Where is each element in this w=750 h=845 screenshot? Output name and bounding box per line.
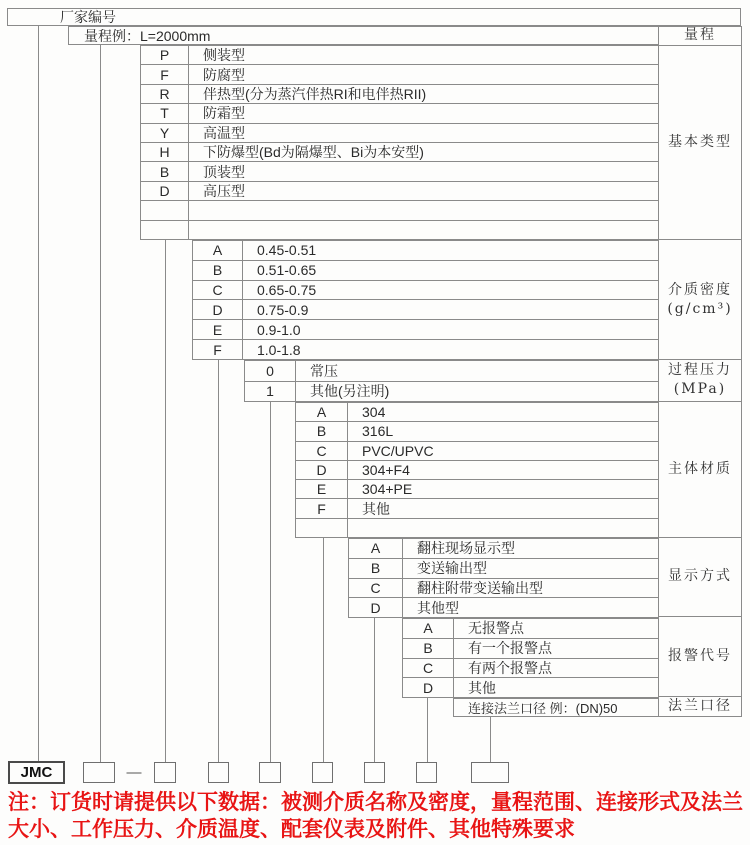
- code-cell: E: [296, 480, 348, 498]
- model-prefix-box: JMC: [8, 761, 65, 784]
- connector-line: [427, 698, 428, 763]
- flange-row: 连接法兰口径 例：(DN)50: [453, 698, 658, 717]
- category-label-material: [659, 402, 741, 538]
- description-cell: 0.45-0.51: [257, 242, 317, 259]
- code-row: [141, 182, 658, 201]
- code-table-material: [295, 402, 658, 538]
- code-row: [141, 104, 658, 123]
- description-cell: 304+F4: [362, 461, 410, 478]
- code-row: [245, 382, 658, 402]
- code-row: [193, 281, 658, 301]
- category-label-text: (g/cm³): [667, 300, 733, 317]
- description-cell: [189, 201, 658, 219]
- code-cell: P: [141, 46, 189, 64]
- code-cell: C: [193, 281, 243, 300]
- connector-line: [374, 618, 375, 763]
- code-row: [141, 143, 658, 162]
- code-row: [403, 678, 658, 697]
- code-row: [296, 480, 658, 499]
- category-label-range: [659, 27, 741, 46]
- code-entry-box: [259, 762, 281, 783]
- category-label-pressure: [659, 360, 741, 402]
- connector-line: [38, 26, 39, 763]
- category-label-column: [658, 26, 742, 717]
- order-note-line: 大小、工作压力、介质温度、配套仪表及附件、其他特殊要求: [8, 818, 575, 841]
- category-label-text: (MPa): [673, 381, 727, 398]
- code-row: [141, 85, 658, 104]
- code-row: [141, 124, 658, 143]
- description-cell: 0.75-0.9: [257, 301, 309, 318]
- description-cell: 防腐型: [203, 66, 245, 83]
- connector-line: [270, 402, 271, 763]
- code-row: [193, 340, 658, 359]
- category-label-text: 报警代号: [668, 648, 732, 665]
- range-example-box: [68, 26, 658, 45]
- description-cell: 0.51-0.65: [257, 262, 317, 279]
- code-cell: [296, 519, 348, 537]
- category-label-text: 主体材质: [668, 460, 732, 477]
- code-table-display: [348, 538, 658, 618]
- code-row: [296, 422, 658, 441]
- code-row: [193, 300, 658, 320]
- description-cell: 其他: [468, 679, 496, 696]
- code-cell: B: [296, 422, 348, 440]
- code-cell: A: [403, 619, 454, 638]
- code-row: [141, 46, 658, 65]
- description-cell: 有两个报警点: [468, 659, 552, 676]
- description-cell: 其他型: [417, 599, 459, 616]
- description-cell: 其他(另注明): [310, 383, 390, 400]
- factory-code-box: [7, 8, 741, 26]
- code-row: [193, 241, 658, 261]
- description-cell: 无报警点: [468, 620, 524, 637]
- code-cell: D: [193, 300, 243, 319]
- description-cell: 有一个报警点: [468, 640, 552, 657]
- code-table-pressure: [244, 360, 658, 402]
- factory-code-label: 厂家编号: [60, 9, 116, 25]
- code-cell: B: [193, 261, 243, 280]
- code-cell: F: [296, 499, 348, 517]
- code-row: [349, 598, 658, 617]
- description-cell: [189, 221, 658, 239]
- description-cell: 0.65-0.75: [257, 282, 317, 299]
- code-row: [296, 461, 658, 480]
- description-cell: 变送输出型: [417, 560, 487, 577]
- code-cell: F: [141, 65, 189, 83]
- code-row: [141, 201, 658, 220]
- code-cell: A: [349, 539, 403, 558]
- code-entry-box: [416, 762, 437, 783]
- code-cell: D: [349, 598, 403, 617]
- category-label-display: [659, 538, 741, 618]
- code-entry-box: [364, 762, 385, 783]
- description-cell: 304+PE: [362, 481, 413, 498]
- category-label-flange: [659, 697, 741, 716]
- code-cell: A: [296, 403, 348, 421]
- category-label-text: 量程: [684, 27, 716, 44]
- code-cell: 0: [245, 361, 296, 381]
- code-row: [141, 65, 658, 84]
- category-label-density: [659, 240, 741, 360]
- code-cell: F: [193, 340, 243, 359]
- code-cell: B: [403, 639, 454, 658]
- code-cell: Y: [141, 124, 189, 142]
- code-cell: B: [349, 559, 403, 578]
- connector-line: [490, 717, 491, 763]
- code-row: [296, 519, 658, 537]
- code-entry-box: [154, 762, 176, 783]
- description-cell: 316L: [362, 423, 394, 440]
- connector-line: [218, 360, 219, 763]
- code-cell: A: [193, 241, 243, 260]
- code-row: [296, 403, 658, 422]
- description-cell: 高温型: [203, 124, 245, 141]
- code-cell: C: [296, 442, 348, 460]
- code-row: [193, 320, 658, 340]
- code-cell: T: [141, 104, 189, 122]
- category-label-text: 基本类型: [668, 134, 732, 151]
- code-table-basic_type: [140, 45, 658, 240]
- code-row: [349, 559, 658, 579]
- code-row: [245, 361, 658, 382]
- code-cell: [141, 221, 189, 239]
- order-note: [8, 789, 746, 843]
- description-cell: 伴热型(分为蒸汽伴热RI和电伴热RII): [203, 86, 427, 103]
- description-cell: 0.9-1.0: [257, 321, 301, 338]
- code-entry-box: [83, 762, 115, 783]
- description-cell: 高压型: [203, 183, 245, 200]
- code-entry-box: [312, 762, 333, 783]
- description-cell: [348, 519, 658, 537]
- code-cell: R: [141, 85, 189, 103]
- category-label-text: 法兰口径: [668, 698, 732, 715]
- connector-line: [100, 45, 101, 763]
- connector-line: [323, 538, 324, 763]
- code-cell: E: [193, 320, 243, 339]
- dash-separator: —: [126, 764, 142, 781]
- code-cell: [141, 201, 189, 219]
- category-label-text: 显示方式: [668, 568, 732, 585]
- code-row: [403, 639, 658, 659]
- category-label-text: 过程压力: [668, 362, 732, 379]
- code-cell: D: [296, 461, 348, 479]
- code-cell: C: [349, 579, 403, 598]
- code-cell: D: [403, 678, 454, 697]
- code-table-alarm: [402, 618, 658, 698]
- connector-line: [165, 240, 166, 763]
- code-row: [403, 619, 658, 639]
- code-cell: C: [403, 659, 454, 678]
- code-row: [349, 579, 658, 599]
- description-cell: 侧装型: [203, 47, 245, 64]
- description-cell: 常压: [310, 362, 338, 379]
- code-row: [296, 442, 658, 461]
- code-table-density: [192, 240, 658, 360]
- description-cell: PVC/UPVC: [362, 442, 434, 459]
- range-example-label: 量程例：L=2000mm: [84, 27, 211, 44]
- description-cell: 304: [362, 404, 386, 421]
- category-label-alarm: [659, 617, 741, 697]
- code-row: [349, 539, 658, 559]
- description-cell: 下防爆型(Bd为隔爆型、Bi为本安型): [203, 144, 424, 161]
- code-entry-box: [208, 762, 229, 783]
- code-cell: 1: [245, 382, 296, 402]
- code-row: [193, 261, 658, 281]
- code-entry-box: [471, 762, 509, 783]
- description-cell: 翻柱现场显示型: [417, 540, 515, 557]
- code-cell: H: [141, 143, 189, 161]
- category-label-basic_type: [659, 46, 741, 240]
- code-cell: B: [141, 162, 189, 180]
- order-note-line: 注：订货时请提供以下数据：被测介质名称及密度，量程范围、连接形式及法兰: [8, 791, 743, 814]
- description-cell: 翻柱附带变送输出型: [417, 579, 543, 596]
- description-cell: 防霜型: [203, 105, 245, 122]
- code-row: [141, 162, 658, 181]
- description-cell: 其他: [362, 500, 390, 517]
- category-label-text: 介质密度: [668, 281, 732, 298]
- code-cell: D: [141, 182, 189, 200]
- description-cell: 顶装型: [203, 163, 245, 180]
- description-cell: 1.0-1.8: [257, 341, 301, 358]
- code-row: [141, 221, 658, 239]
- code-row: [296, 499, 658, 518]
- code-row: [403, 659, 658, 679]
